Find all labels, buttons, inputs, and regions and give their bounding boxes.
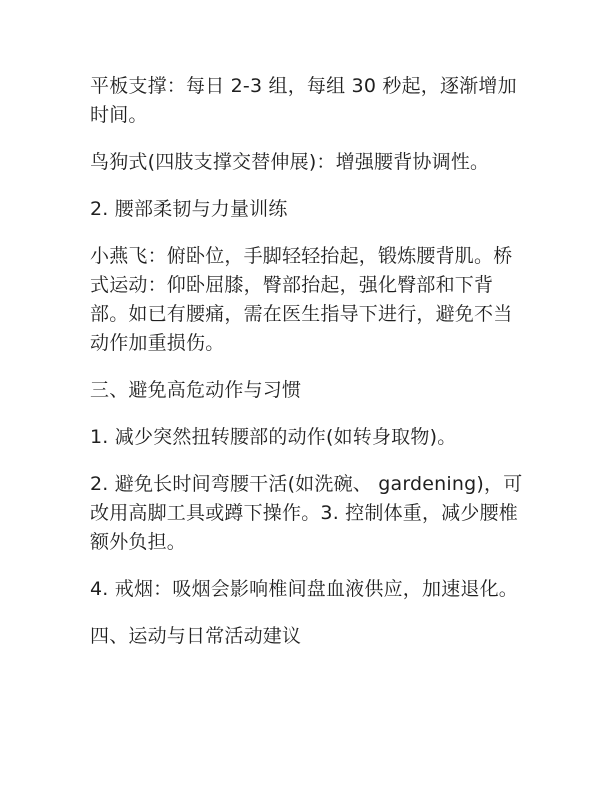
paragraph-bird-dog: 鸟狗式(四肢支撑交替伸展)：增强腰背协调性。: [90, 151, 490, 173]
paragraph-avoid-twisting: 1. 减少突然扭转腰部的动作(如转身取物)。: [90, 426, 457, 448]
paragraph-avoid-bending: 2. 避免长时间弯腰干活(如洗碗、 gardening)，可改用高脚工具或蹲下操作。3. 控制体重，减少腰椎额外负担。: [90, 473, 523, 553]
paragraph-swallow-bridge: 小燕飞：俯卧位，手脚轻轻抬起，锻炼腰背肌。桥式运动：仰卧屈膝，臀部抬起，强化臀部和下背部。如已有腰痛，需在医生指导下进行，避免不当动作加重损伤。: [90, 245, 513, 354]
section-heading-flexibility-strength: 2. 腰部柔韧与力量训练: [90, 198, 288, 220]
section-heading-avoid-high-risk: 三、避免高危动作与习惯: [90, 379, 302, 401]
paragraph-quit-smoking: 4. 戒烟：吸烟会影响椎间盘血液供应，加速退化。: [90, 578, 518, 600]
section-heading-exercise-daily: 四、运动与日常活动建议: [90, 625, 302, 647]
paragraph-plank: 平板支撑：每日 2-3 组，每组 30 秒起，逐渐增加时间。: [90, 75, 517, 126]
